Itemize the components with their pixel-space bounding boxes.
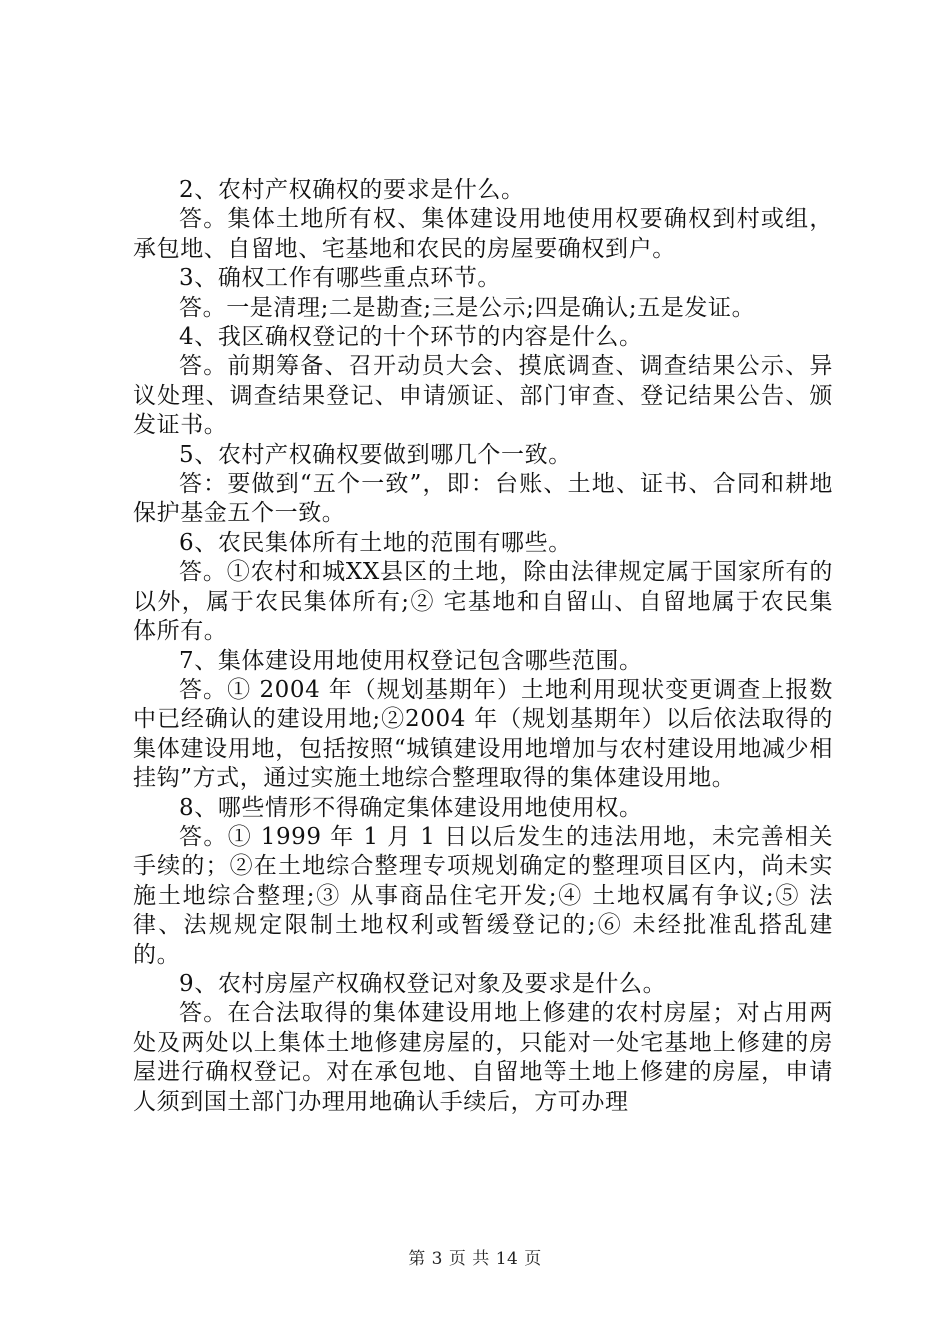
answer-6: 答。①农村和城XX县区的土地，除由法律规定属于国家所有的以外，属于农民集体所有;② 宅基地和自留山、自留地属于农民集体所有。	[133, 559, 833, 645]
question-6: 6、农民集体所有土地的范围有哪些。	[179, 529, 572, 556]
question-8: 8、哪些情形不得确定集体建设用地使用权。	[179, 794, 643, 821]
answer-2: 答。集体土地所有权、集体建设用地使用权要确权到村或组，承包地、自留地、宅基地和农民的房屋要确权到户。	[133, 206, 833, 262]
question-2: 2、农村产权确权的要求是什么。	[179, 177, 525, 203]
page-number-footer: 第 3 页 共 14 页	[408, 1249, 542, 1269]
answer-7: 答。① 2004 年（规划基期年）土地利用现状变更调查上报数中已经确认的建设用地;②2004 年（规划基期年）以后依法取得的集体建设用地，包括按照“城镇建设用地增加与农村建设用地减少相挂钩”方式，通过实施土地综合整理取得的集体建设用地。	[133, 676, 833, 792]
question-9: 9、农村房屋产权确权登记对象及要求是什么。	[179, 970, 667, 997]
question-5: 5、农村产权确权要做到哪几个一致。	[179, 441, 572, 468]
answer-8: 答。① 1999 年 1 月 1 日以后发生的违法用地，未完善相关手续的；②在土地综合整理专项规划确定的整理项目区内，尚未实施土地综合整理;③ 从事商品住宅开发;④ 土地权属有争议;⑤ 法律、法规规定限制土地权利或暂缓登记的;⑥ 未经批准乱搭乱建的。	[133, 823, 833, 968]
answer-3: 答。一是清理;二是勘查;三是公示;四是确认;五是发证。	[179, 294, 756, 321]
answer-4: 答。前期筹备、召开动员大会、摸底调查、调查结果公示、异议处理、调查结果登记、申请颁证、部门审查、登记结果公告、颁发证书。	[133, 353, 833, 439]
question-4: 4、我区确权登记的十个环节的内容是什么。	[179, 324, 643, 351]
question-7: 7、集体建设用地使用权登记包含哪些范围。	[179, 647, 643, 674]
question-3: 3、确权工作有哪些重点环节。	[179, 265, 502, 292]
answer-5: 答：要做到“五个一致”，即：台账、土地、证书、合同和耕地保护基金五个一致。	[133, 471, 833, 527]
answer-9: 答。在合法取得的集体建设用地上修建的农村房屋；对占用两处及两处以上集体土地修建房屋的，只能对一处宅基地上修建的房屋进行确权登记。对在承包地、自留地等土地上修建的房屋，申请人须到国土部门办理用地确认手续后，方可办理	[133, 1000, 833, 1115]
document-body	[133, 176, 833, 1117]
